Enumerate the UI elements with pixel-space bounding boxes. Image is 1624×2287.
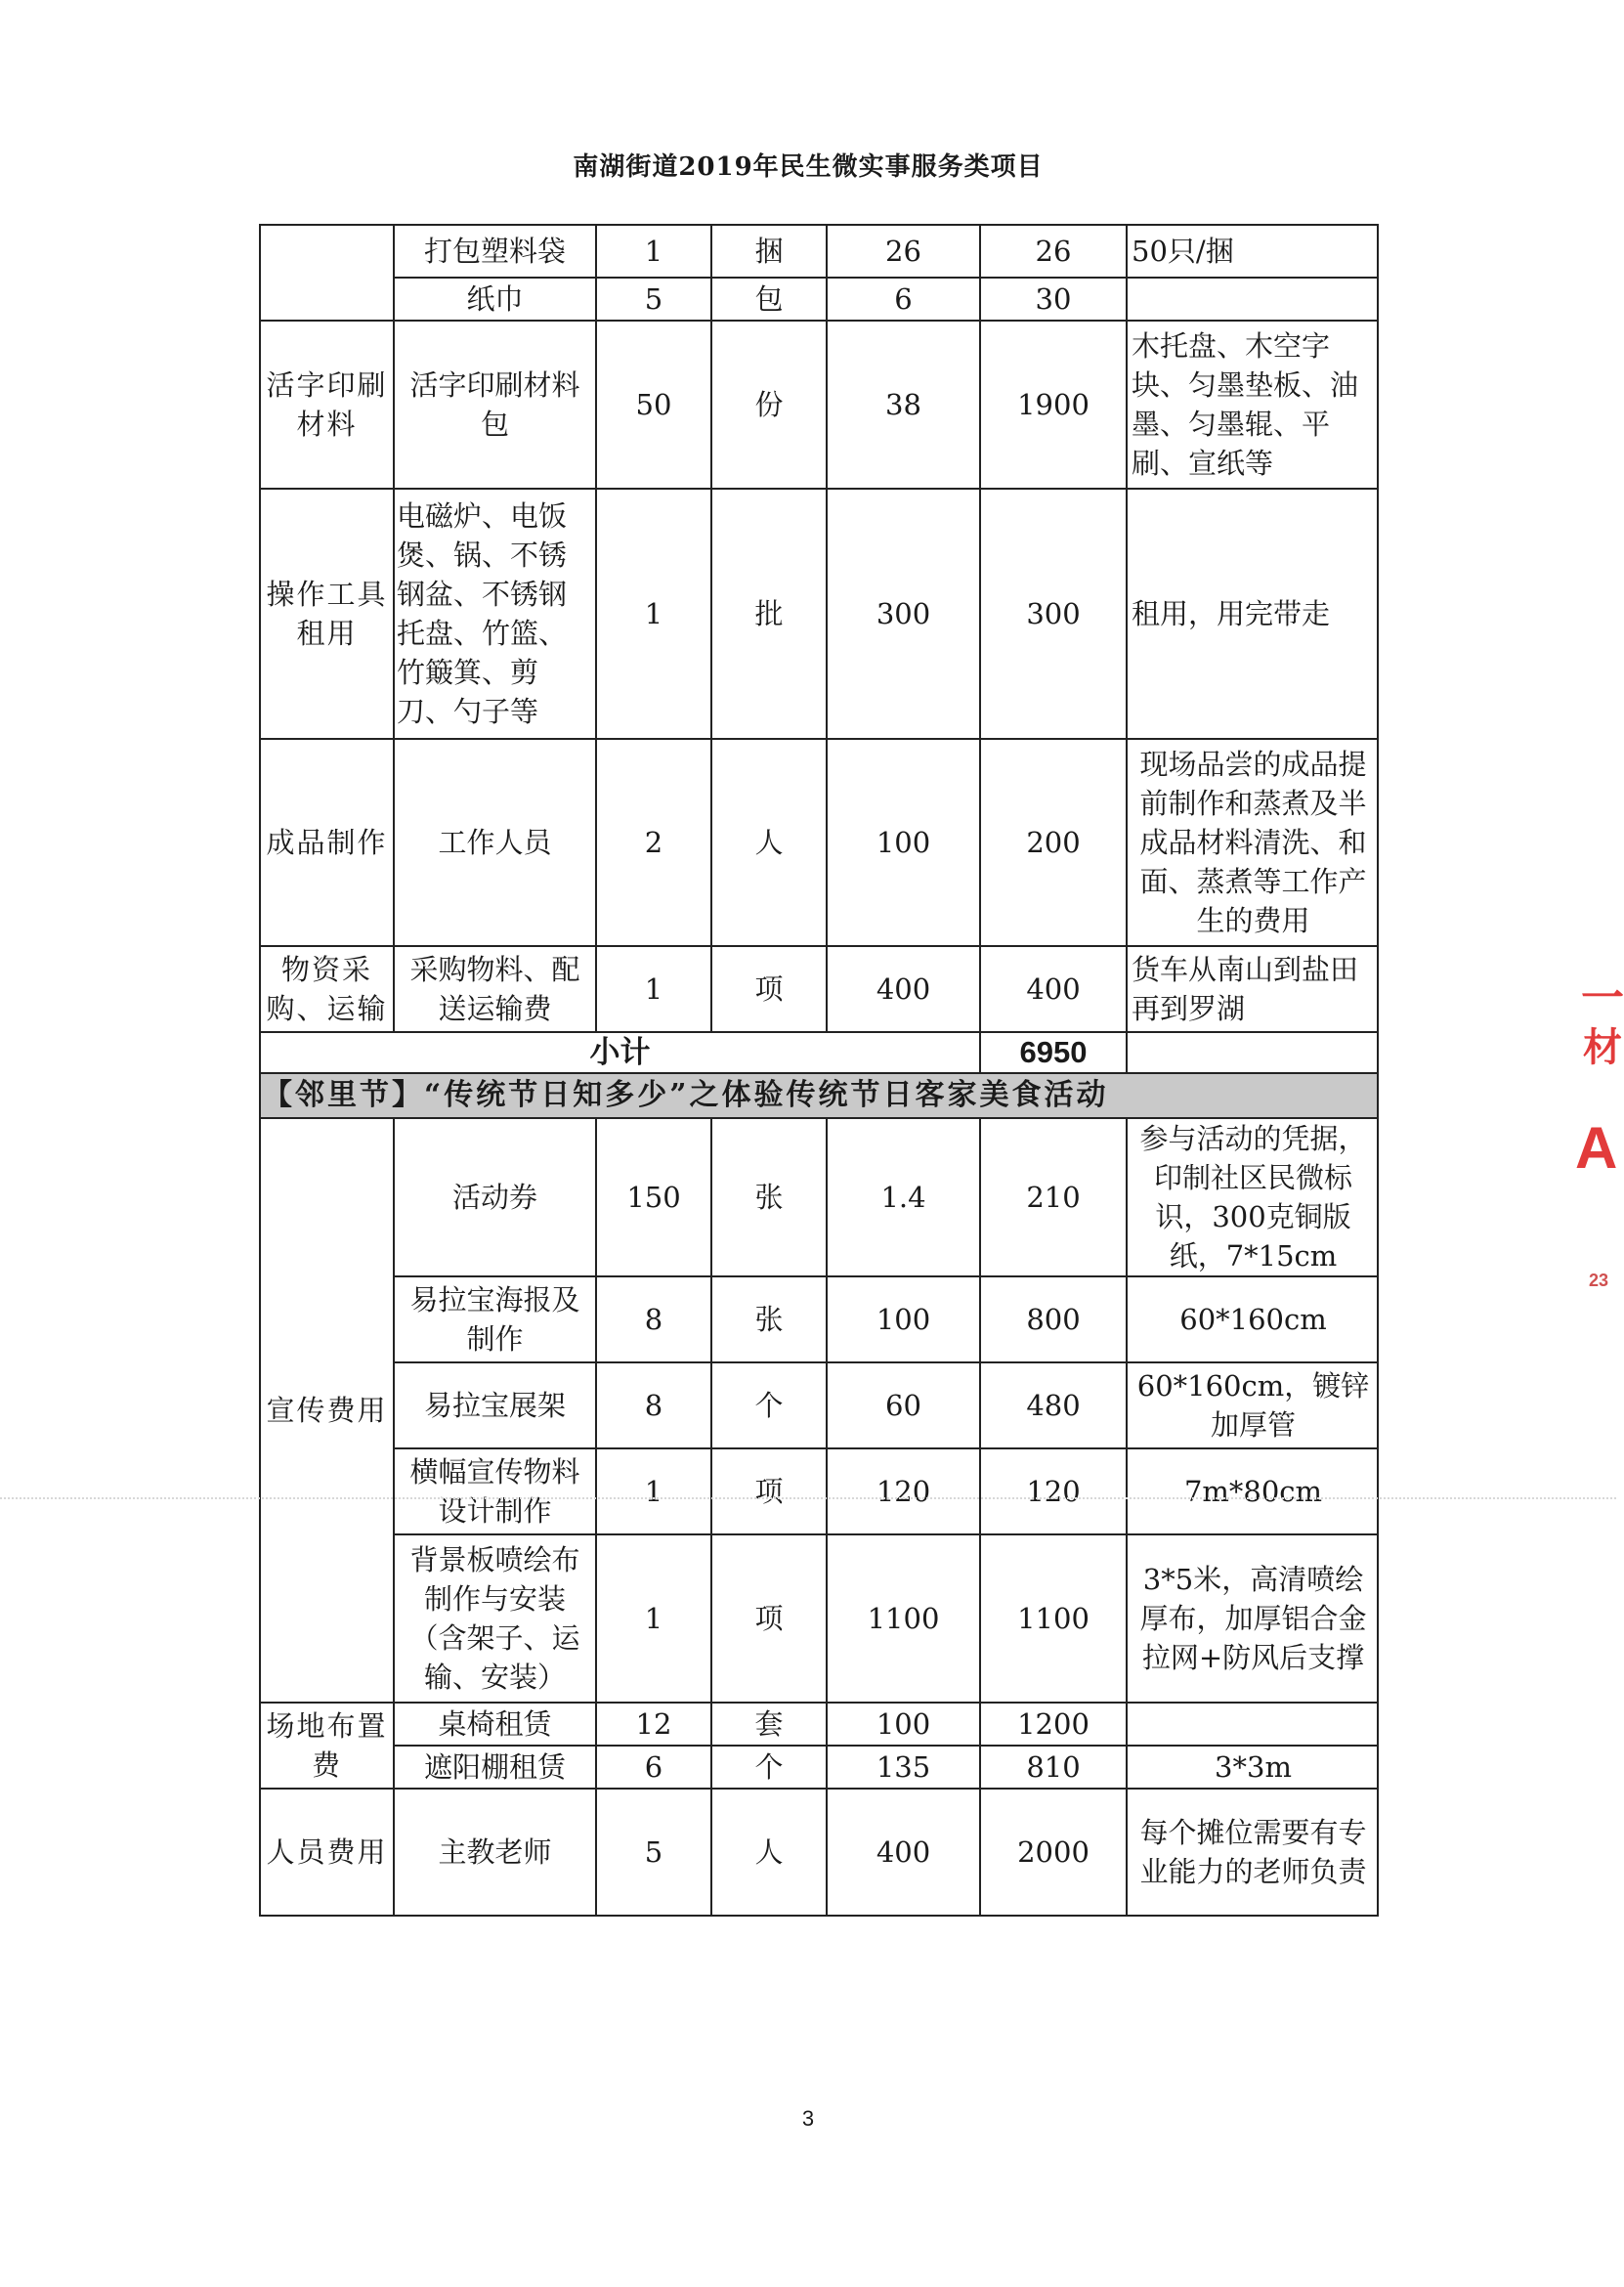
unit-cell: 项	[711, 1534, 827, 1703]
price-cell: 1.4	[827, 1118, 980, 1276]
total-cell: 200	[980, 739, 1127, 946]
note-cell: 60*160cm，镀锌加厚管	[1127, 1362, 1378, 1448]
price-cell: 300	[827, 489, 980, 739]
total-cell: 480	[980, 1362, 1127, 1448]
item-cell: 打包塑料袋	[394, 225, 596, 278]
unit-cell: 张	[711, 1118, 827, 1276]
table-row	[260, 1703, 1378, 1746]
note-cell: 3*5米，高清喷绘厚布，加厚铝合金拉网+防风后支撑	[1127, 1534, 1378, 1703]
qty-cell: 1	[596, 489, 711, 739]
table-row	[260, 1746, 1378, 1789]
item-cell: 遮阳棚租赁	[394, 1746, 596, 1789]
table-row	[260, 739, 1378, 946]
qty-cell: 8	[596, 1276, 711, 1362]
price-cell: 38	[827, 321, 980, 489]
unit-cell: 项	[711, 1448, 827, 1534]
total-cell: 800	[980, 1276, 1127, 1362]
total-cell: 210	[980, 1118, 1127, 1276]
note-cell: 现场品尝的成品提前制作和蒸煮及半成品材料清洗、和面、蒸煮等工作产生的费用	[1127, 739, 1378, 946]
qty-cell: 150	[596, 1118, 711, 1276]
budget-table-frame	[259, 224, 1377, 1938]
item-cell: 活字印刷材料包	[394, 321, 596, 489]
category-cell: 场地布置费	[260, 1703, 394, 1789]
qty-cell: 1	[596, 1448, 711, 1534]
unit-cell: 包	[711, 278, 827, 321]
unit-cell: 批	[711, 489, 827, 739]
table-row	[260, 1789, 1378, 1916]
subtotal-row	[260, 1032, 1378, 1073]
total-cell: 1900	[980, 321, 1127, 489]
category-cell	[260, 225, 394, 321]
note-cell: 50只/捆	[1127, 225, 1378, 278]
category-cell: 宣传费用	[260, 1118, 394, 1703]
category-cell: 操作工具租用	[260, 489, 394, 739]
total-cell: 1200	[980, 1703, 1127, 1746]
unit-cell: 份	[711, 321, 827, 489]
table-row	[260, 278, 1378, 321]
item-cell: 采购物料、配送运输费	[394, 946, 596, 1032]
table-row	[260, 321, 1378, 489]
note-cell: 木托盘、木空字块、匀墨垫板、油墨、匀墨辊、平刷、宣纸等	[1127, 321, 1378, 489]
note-cell	[1127, 278, 1378, 321]
item-cell: 电磁炉、电饭煲、锅、不锈钢盆、不锈钢托盘、竹篮、竹簸箕、剪刀、勺子等	[394, 489, 596, 739]
price-cell: 400	[827, 1789, 980, 1916]
unit-cell: 人	[711, 739, 827, 946]
price-cell: 400	[827, 946, 980, 1032]
table-row	[260, 1362, 1378, 1448]
qty-cell: 5	[596, 278, 711, 321]
page-title: 南湖街道2019年民生微实事服务类项目	[573, 152, 1044, 182]
subtotal-value: 6950	[980, 1032, 1127, 1073]
note-cell: 租用，用完带走	[1127, 489, 1378, 739]
total-cell: 300	[980, 489, 1127, 739]
unit-cell: 套	[711, 1703, 827, 1746]
category-cell: 活字印刷材料	[260, 321, 394, 489]
price-cell: 120	[827, 1448, 980, 1534]
total-cell: 400	[980, 946, 1127, 1032]
unit-cell: 捆	[711, 225, 827, 278]
page-number: 3	[801, 2106, 815, 2131]
note-cell: 货车从南山到盐田再到罗湖	[1127, 946, 1378, 1032]
section-title: 【邻里节】“传统节日知多少”之体验传统节日客家美食活动	[260, 1073, 1378, 1118]
item-cell: 背景板喷绘布制作与安装（含架子、运输、安装）	[394, 1534, 596, 1703]
qty-cell: 12	[596, 1703, 711, 1746]
table-row	[260, 225, 1378, 278]
stamp-fragment: 材	[1583, 1026, 1622, 1069]
item-cell: 易拉宝海报及制作	[394, 1276, 596, 1362]
note-cell: 60*160cm	[1127, 1276, 1378, 1362]
total-cell: 26	[980, 225, 1127, 278]
qty-cell: 1	[596, 946, 711, 1032]
item-cell: 工作人员	[394, 739, 596, 946]
price-cell: 100	[827, 1703, 980, 1746]
qty-cell: 2	[596, 739, 711, 946]
table-row	[260, 1534, 1378, 1703]
table-row	[260, 1276, 1378, 1362]
total-cell: 810	[980, 1746, 1127, 1789]
note-cell: 7m*80cm	[1127, 1448, 1378, 1534]
qty-cell: 6	[596, 1746, 711, 1789]
budget-table	[259, 224, 1379, 1917]
scan-fold-line	[0, 1497, 1616, 1499]
stamp-fragment: 23	[1589, 1271, 1609, 1290]
category-cell: 成品制作	[260, 739, 394, 946]
unit-cell: 项	[711, 946, 827, 1032]
price-cell: 1100	[827, 1534, 980, 1703]
table-row	[260, 489, 1378, 739]
total-cell: 1100	[980, 1534, 1127, 1703]
table-row	[260, 946, 1378, 1032]
total-cell: 120	[980, 1448, 1127, 1534]
unit-cell: 人	[711, 1789, 827, 1916]
qty-cell: 50	[596, 321, 711, 489]
note-cell: 3*3m	[1127, 1746, 1378, 1789]
qty-cell: 8	[596, 1362, 711, 1448]
qty-cell: 5	[596, 1789, 711, 1916]
item-cell: 桌椅租赁	[394, 1703, 596, 1746]
stamp-fragment: 一	[1581, 974, 1624, 1022]
note-cell	[1127, 1703, 1378, 1746]
price-cell: 60	[827, 1362, 980, 1448]
item-cell: 易拉宝展架	[394, 1362, 596, 1448]
category-cell: 物资采购、运输	[260, 946, 394, 1032]
table-row	[260, 1118, 1378, 1276]
stamp-fragment: A	[1575, 1115, 1618, 1181]
price-cell: 135	[827, 1746, 980, 1789]
subtotal-label: 小计	[260, 1032, 980, 1073]
item-cell: 活动券	[394, 1118, 596, 1276]
note-cell: 每个摊位需要有专业能力的老师负责	[1127, 1789, 1378, 1916]
price-cell: 6	[827, 278, 980, 321]
note-cell: 参与活动的凭据，印制社区民微标识，300克铜版纸，7*15cm	[1127, 1118, 1378, 1276]
category-cell: 人员费用	[260, 1789, 394, 1916]
total-cell: 2000	[980, 1789, 1127, 1916]
unit-cell: 张	[711, 1276, 827, 1362]
unit-cell: 个	[711, 1746, 827, 1789]
item-cell: 横幅宣传物料设计制作	[394, 1448, 596, 1534]
item-cell: 纸巾	[394, 278, 596, 321]
subtotal-note-cell	[1127, 1032, 1378, 1073]
item-cell: 主教老师	[394, 1789, 596, 1916]
price-cell: 100	[827, 739, 980, 946]
table-row	[260, 1448, 1378, 1534]
section-header-row	[260, 1073, 1378, 1118]
qty-cell: 1	[596, 225, 711, 278]
total-cell: 30	[980, 278, 1127, 321]
qty-cell: 1	[596, 1534, 711, 1703]
price-cell: 26	[827, 225, 980, 278]
unit-cell: 个	[711, 1362, 827, 1448]
price-cell: 100	[827, 1276, 980, 1362]
